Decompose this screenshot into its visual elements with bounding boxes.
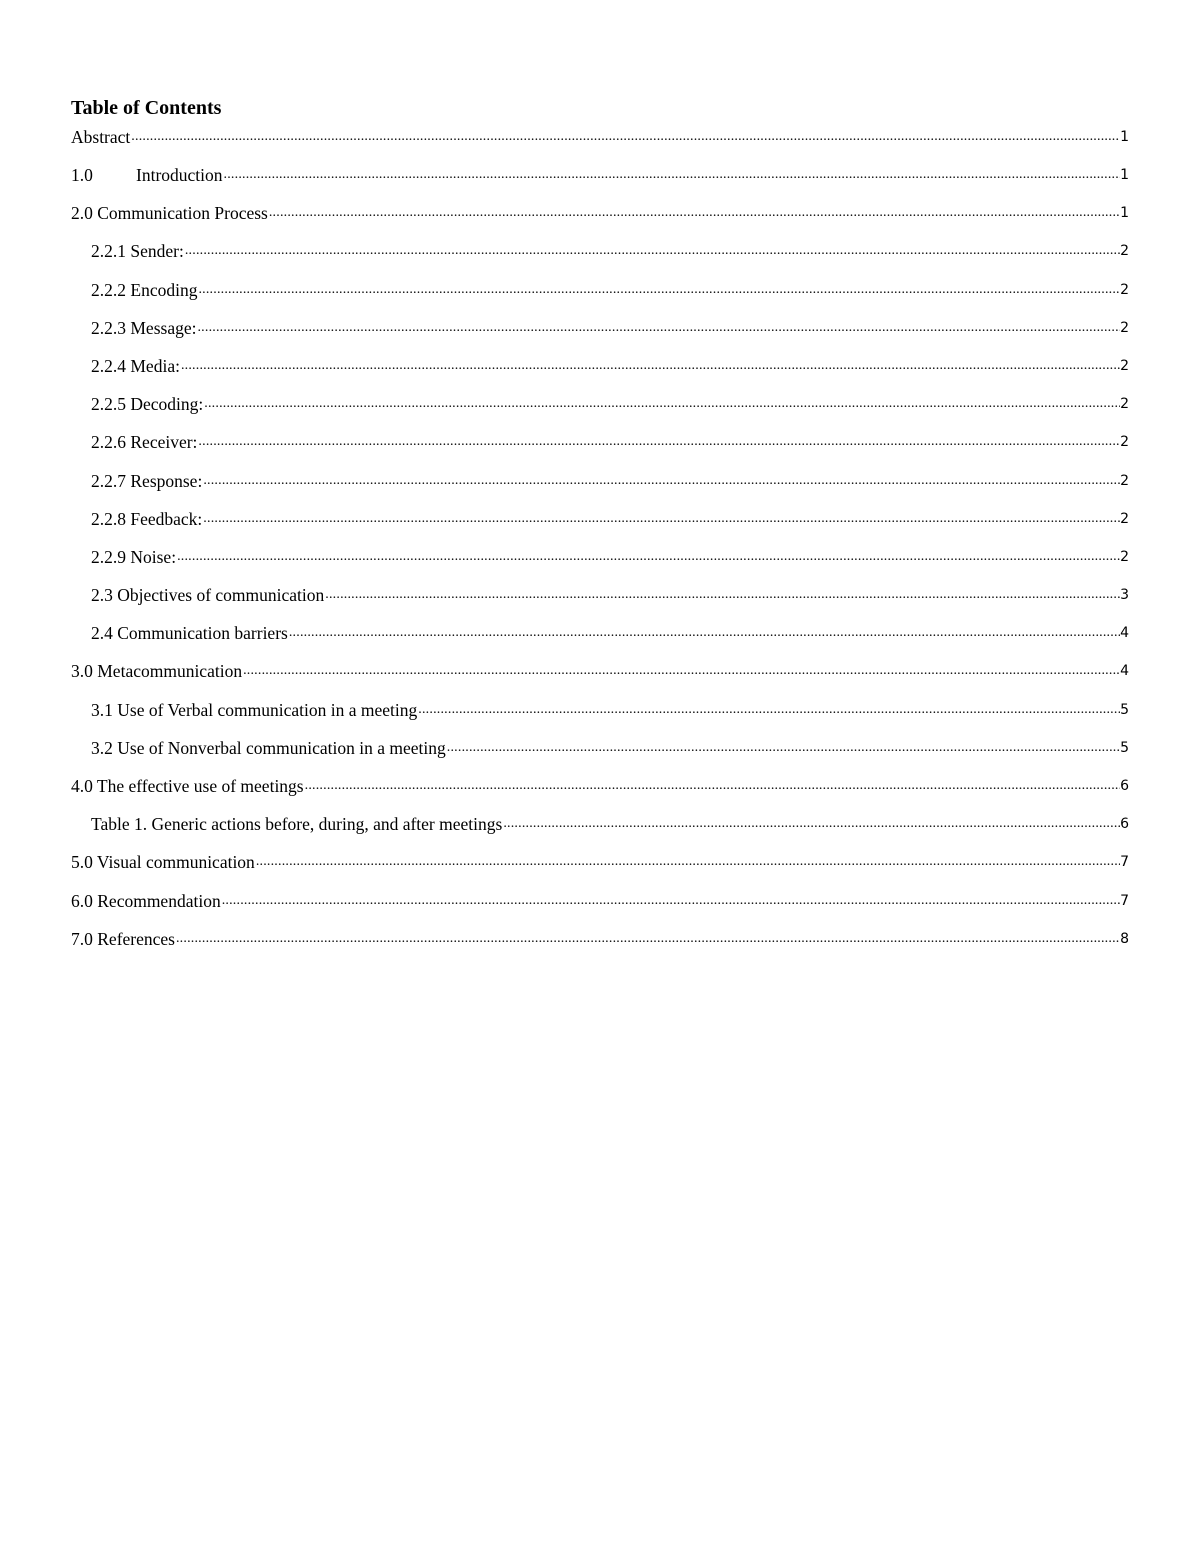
toc-entry-title: Introduction (136, 165, 223, 185)
toc-entry[interactable] (71, 888, 1129, 926)
toc-entry-title: 2.3 Objectives of communication (91, 585, 325, 606)
toc-entry[interactable] (71, 124, 1129, 162)
toc-page-number: 5 (1120, 701, 1129, 718)
toc-entry[interactable] (71, 429, 1129, 467)
toc-page-number: 7 (1120, 854, 1129, 871)
toc-page-number: 2 (1120, 281, 1129, 298)
toc-dot-leader (324, 582, 1120, 608)
toc-entry-title: Table 1. Generic actions before, during, and after meetings (91, 814, 503, 835)
toc-page-number: 2 (1120, 472, 1129, 489)
toc-entry[interactable] (71, 200, 1129, 238)
toc-dot-leader (196, 315, 1120, 341)
toc-page-number: 1 (1120, 205, 1129, 222)
toc-entry[interactable] (71, 315, 1129, 353)
toc-dot-leader (223, 162, 1121, 188)
toc-page-number: 6 (1120, 778, 1129, 794)
toc-page-number: 3 (1120, 587, 1129, 604)
toc-page-number: 2 (1120, 319, 1129, 336)
toc-entry[interactable] (71, 658, 1129, 696)
toc-entry[interactable] (71, 468, 1129, 506)
toc-page-number: 2 (1120, 243, 1129, 260)
toc-dot-leader (446, 735, 1120, 761)
toc-dot-leader (203, 391, 1120, 417)
toc-title: Table of Contents (71, 97, 222, 119)
toc-entry-title: 2.2.5 Decoding: (91, 394, 204, 415)
toc-page-number: 2 (1120, 510, 1129, 527)
toc-page-number: 4 (1120, 625, 1129, 642)
toc-entry-title: 6.0 Recommendation (71, 890, 221, 911)
toc-entry[interactable] (71, 391, 1129, 429)
toc-entry[interactable] (71, 353, 1129, 391)
toc-page-number: 5 (1120, 739, 1129, 756)
toc-page-number: 2 (1120, 548, 1129, 565)
toc-entry-title: 2.0 Communication Process (71, 203, 268, 224)
toc-list (71, 124, 1129, 964)
toc-page-number: 2 (1120, 434, 1129, 451)
toc-dot-leader (180, 353, 1120, 379)
toc-dot-leader (255, 849, 1120, 875)
toc-entry[interactable] (71, 620, 1129, 658)
toc-entry[interactable] (71, 926, 1129, 964)
toc-entry-title: 2.2.8 Feedback: (91, 508, 203, 529)
toc-entry-title: 5.0 Visual communication (71, 852, 255, 873)
toc-dot-leader (502, 811, 1120, 837)
toc-entry-title: Abstract (71, 127, 131, 147)
toc-dot-leader (197, 277, 1120, 303)
toc-entry-number: 1.0 (71, 165, 93, 185)
toc-page-number: 1 (1120, 129, 1129, 145)
toc-dot-leader (202, 468, 1120, 494)
toc-entry[interactable] (71, 277, 1129, 315)
toc-dot-leader (288, 620, 1120, 646)
toc-page-number: 7 (1120, 892, 1129, 909)
toc-dot-leader (202, 506, 1120, 532)
toc-entry-title: 3.1 Use of Verbal communication in a meeting (91, 699, 418, 720)
toc-dot-leader (197, 429, 1120, 455)
toc-dot-leader (221, 888, 1120, 914)
toc-entry[interactable] (71, 238, 1129, 276)
toc-dot-leader (176, 544, 1120, 570)
toc-entry[interactable] (71, 162, 1129, 200)
toc-entry-title: 3.0 Metacommunication (71, 661, 243, 682)
toc-entry-title: 2.4 Communication barriers (91, 623, 288, 644)
toc-page-number: 2 (1120, 357, 1129, 374)
toc-dot-leader (175, 926, 1120, 952)
toc-entry-title: 3.2 Use of Nonverbal communication in a meeting (91, 737, 446, 758)
toc-entry[interactable] (71, 506, 1129, 544)
toc-entry-title: 2.2.2 Encoding (91, 279, 198, 300)
toc-entry-title: 2.2.6 Receiver: (91, 432, 198, 453)
toc-entry[interactable] (71, 735, 1129, 773)
toc-entry-title: 7.0 References (71, 928, 175, 949)
toc-page-number: 2 (1120, 396, 1129, 413)
toc-page-number: 4 (1120, 663, 1129, 680)
toc-entry-title: 2.2.1 Sender: (91, 241, 184, 262)
toc-dot-leader (184, 238, 1120, 264)
toc-page-number: 1 (1120, 167, 1129, 183)
toc-entry-title: 2.2.3 Message: (91, 317, 197, 338)
toc-entry[interactable] (71, 849, 1129, 887)
toc-dot-leader (304, 773, 1120, 799)
toc-entry-title: 2.2.9 Noise: (91, 546, 177, 567)
toc-entry[interactable] (71, 582, 1129, 620)
toc-dot-leader (268, 200, 1120, 226)
toc-entry[interactable] (71, 773, 1129, 811)
toc-entry-title: 2.2.4 Media: (91, 355, 180, 376)
toc-entry-title: 2.2.7 Response: (91, 470, 203, 491)
toc-entry[interactable] (71, 544, 1129, 582)
toc-dot-leader (242, 658, 1120, 684)
toc-entry[interactable] (71, 697, 1129, 735)
toc-entry-title: 4.0 The effective use of meetings (71, 776, 304, 796)
toc-dot-leader (417, 697, 1120, 723)
toc-page-number: 8 (1120, 930, 1129, 947)
toc-entry[interactable] (71, 811, 1129, 849)
toc-page-number: 6 (1120, 816, 1129, 833)
toc-dot-leader (130, 124, 1120, 150)
